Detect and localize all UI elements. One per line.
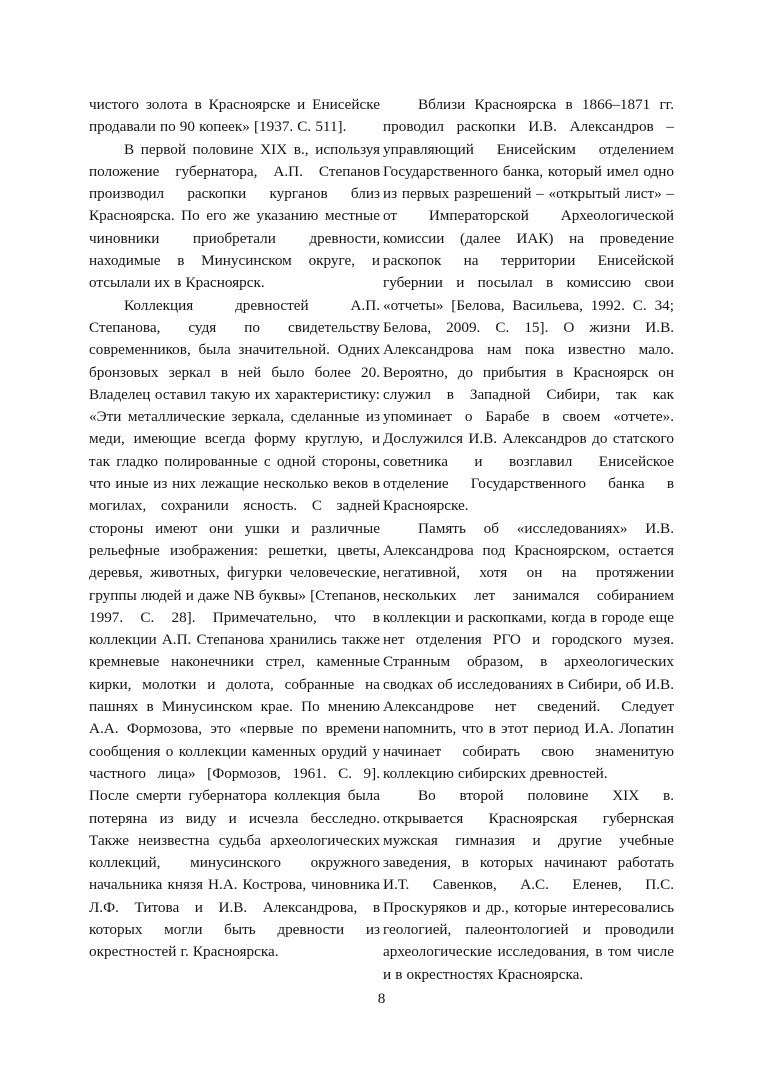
- left-paragraph-2: В первой половине XIX в., используя положение губернатора, А.П. Степанов производил раскопки курганов близ Красноярска. По его же указанию местные чиновники приобретали древности, находимые в Минусинском округе, и отсылали их в Красноярск.: [89, 140, 380, 292]
- left-paragraph-1: чистого золота в Красноярске и Енисейске продавали по 90 копеек» [1937. С. 511].: [89, 96, 380, 136]
- right-paragraph-2: Память об «исследованиях» И.В. Александрова под Красноярском, остается негативной, хотя он на протяжении нескольких лет занимался собиранием коллекции и раскопками, когда в городе еще нет отделения РГО и городского музея. Странным образом, в археологических сводках об исследованиях в Сибири, об И.В. Александрове нет сведений. Следует напомнить, что в этот период И.А. Лопатин начинает собирать свою знаменитую коллекцию сибирских древностей.: [383, 519, 674, 782]
- right-paragraph-1: Вблизи Красноярска в 1866–1871 гг. проводил раскопки И.В. Александров – управляющий Енисейским отделением Государственного банка, который имел одно из первых разрешений – «открытый лист» – от Императорской Археологической комиссии (далее ИАК) на проведение раскопок на территории Енисейской губернии и посылал в комиссию свои «отчеты» [Белова, Васильева, 1992. С. 34; Белова, 2009. С. 15]. О жизни И.В. Александрова нам пока известно мало. Вероятно, до прибытия в Красноярск он служил в Западной Сибири, так как упоминает о Барабе в своем «отчете». Дослужился И.В. Александров до статского советника и возглавил Енисейское отделение Государственного банка в Красноярске.: [383, 96, 674, 515]
- left-paragraph-3: Коллекция древностей А.П. Степанова, судя по свидетельству современников, была значительной. Одних бронзовых зеркал в ней было более 20. Владелец оставил такую их характеристику: «Эти металлические зеркала, сделанные из меди, имеющие всегда форму круглую, и так гладко полированные с одной стороны, что иные из них лежащие несколько веков в могилах, сохранили ясность. С задней стороны имеют они ушки и различные рельефные изображения: решетки, цветы, деревья, животных, фигурки человеческие, группы людей и даже NB буквы» [Степанов, 1997. С. 28]. Примечательно, что в коллекции А.П. Степанова хранились также кремневые наконечники стрел, каменные кирки, молотки и долота, собранные на пашнях в Минусинском крае. По мнению А.А. Формозова, это «первые по времени сообщения о коллекции каменных орудий у частного лица» [Формозов, 1961. С. 9]. После смерти губернатора коллекция была потеряна из виду и исчезла бесследно. Также неизвестна судьба археологических коллекций, минусинского окружного начальника князя Н.А. Кострова, чиновника Л.Ф. Титова и И.В. Александрова, в которых могли быть древности из окрестностей г. Красноярска.: [89, 296, 380, 961]
- right-paragraph-3: Во второй половине XIX в. открывается Красноярская губернская мужская гимназия и другие учебные заведения, в которых начинают работать И.Т. Савенков, А.С. Еленев, П.С. Проскуряков и др., которые интересовались геологией, палеонтологией и проводили археологические исследования, в том числе и в окрестностях Красноярска.: [383, 787, 674, 983]
- left-column: [89, 94, 380, 964]
- page-number: 8: [377, 990, 386, 1007]
- right-column: [383, 94, 674, 986]
